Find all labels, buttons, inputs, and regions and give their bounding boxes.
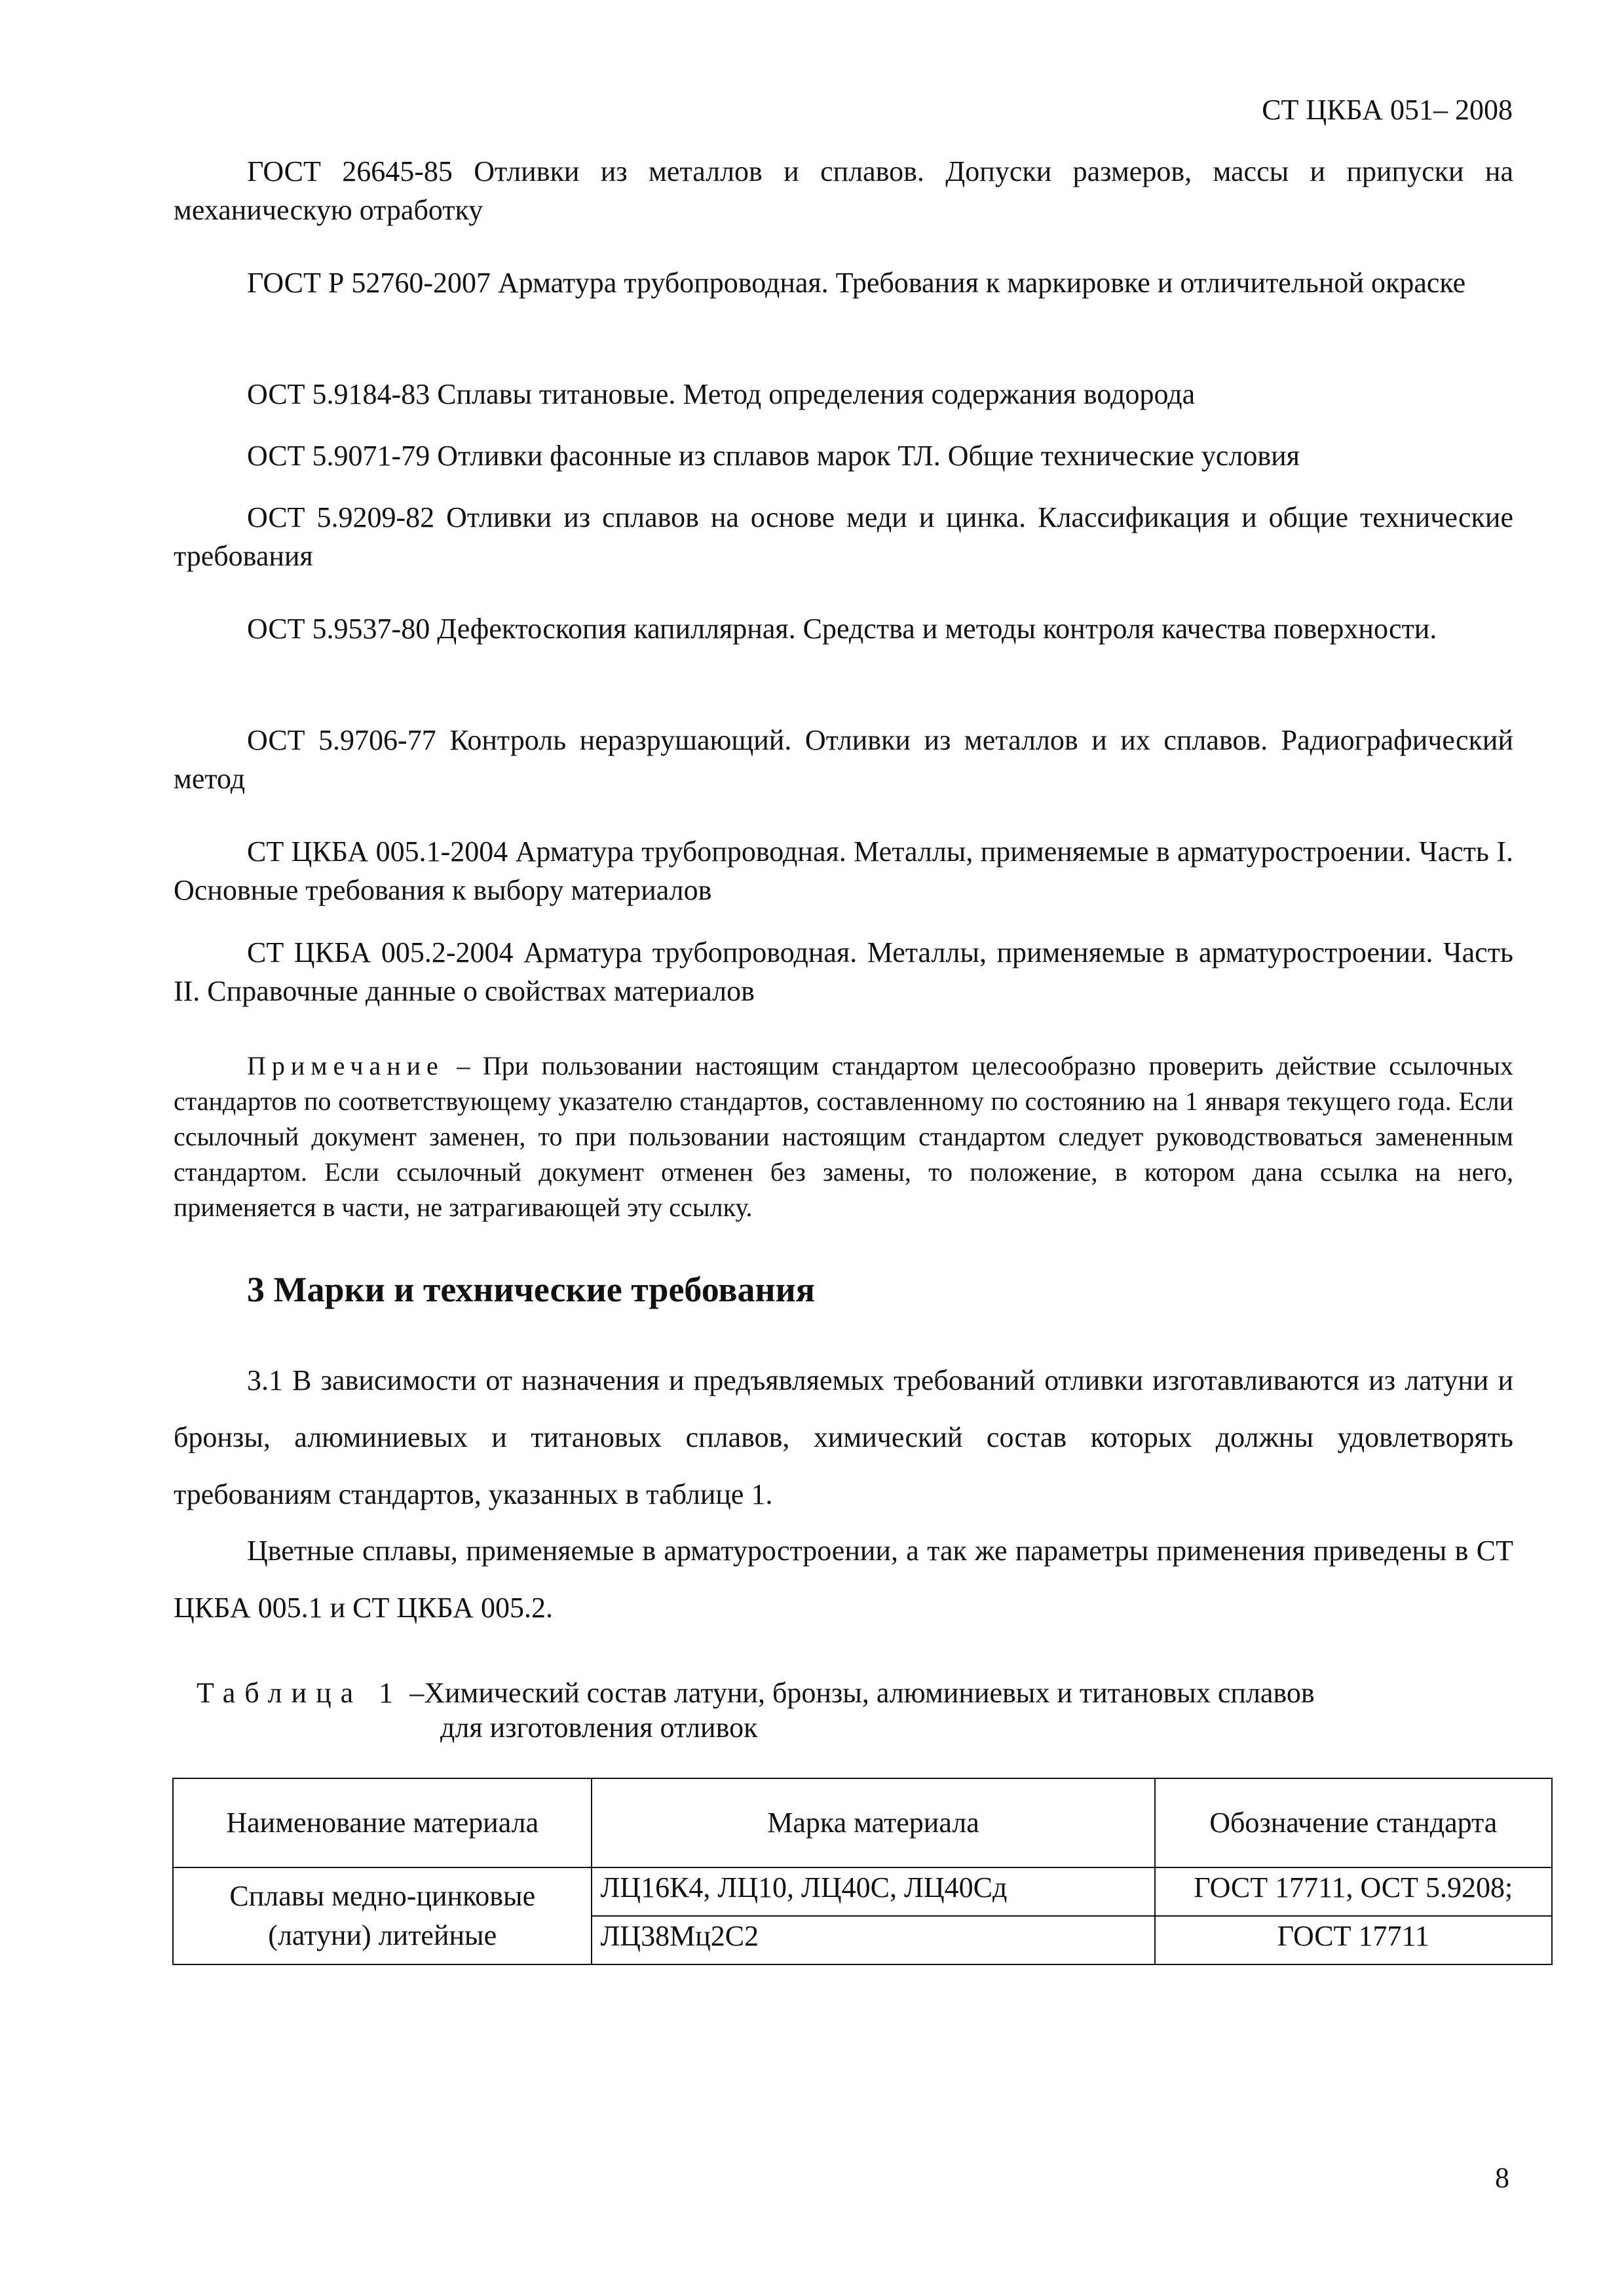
- table-caption-line2: для изготовления отливок: [440, 1712, 758, 1744]
- table-caption-label: Таблица 1: [197, 1677, 403, 1709]
- grade-cell: ЛЦ38Мц2С2: [592, 1916, 1154, 1964]
- grade-cell: ЛЦ16К4, ЛЦ10, ЛЦ40С, ЛЦ40Сд: [592, 1867, 1154, 1916]
- reference-item: ОСТ 5.9537-80 Дефектоскопия капиллярная. Средства и методы контроля качества поверхности.: [247, 613, 1437, 645]
- document-code-header: СТ ЦКБА 051– 2008: [1262, 94, 1513, 126]
- material-group-cell: Сплавы медно-цинковые (латуни) литейные: [173, 1867, 592, 1964]
- table-caption: [197, 1675, 1513, 1744]
- note-text: – При пользовании настоящим стандартом целесообразно проверить действие ссылочных стандартов по соответствующему указателю стандартов, составленному по состоянию на 1 января текущего года. Если ссылочный документ заменен, то при пользовании настоящим стандартом следует руководствоваться замененным стандартом. Если ссылочный документ отменен без замены, то положение, в котором дана ссылка на него, применяется в части, не затрагивающей эту ссылку.: [174, 1051, 1514, 1222]
- header-standard: Обозначение стандарта: [1155, 1778, 1552, 1867]
- reference-item: ОСТ 5.9071-79 Отливки фасонные из сплавов марок ТЛ. Общие технические условия: [247, 440, 1300, 472]
- table-row: [173, 1867, 1552, 1916]
- paragraph-3-1: 3.1 В зависимости от назначения и предъявляемых требований отливки изготавливаются из латуни и бронзы, алюминиевых и титановых сплавов, химический состав которых должны удовлетворять требованиям стандартов, указанных в таблице 1.: [174, 1364, 1513, 1510]
- reference-item: ОСТ 5.9706-77 Контроль неразрушающий. Отливки из металлов и их сплавов. Радиографический метод: [174, 724, 1513, 795]
- reference-item: ГОСТ 26645-85 Отливки из металлов и сплавов. Допуски размеров, массы и припуски на механическую отработку: [174, 155, 1513, 226]
- header-material-name: Наименование материала: [173, 1778, 592, 1867]
- table-caption-text: –Химический состав латуни, бронзы, алюминиевых и титановых сплавов: [409, 1677, 1315, 1709]
- page-number: 8: [1495, 2162, 1509, 2194]
- note-label: Примечание: [247, 1051, 444, 1081]
- standard-cell: ГОСТ 17711: [1155, 1916, 1552, 1964]
- reference-item: СТ ЦКБА 005.2-2004 Арматура трубопроводная. Металлы, применяемые в арматуростроении. Часть II. Справочные данные о свойствах материалов: [174, 936, 1513, 1007]
- table-header-row: [173, 1778, 1552, 1867]
- paragraph-alloys-ref: Цветные сплавы, применяемые в арматуростроении, а так же параметры применения приведены в СТ ЦКБА 005.1 и СТ ЦКБА 005.2.: [174, 1535, 1513, 1624]
- chemical-composition-table: [172, 1778, 1553, 1965]
- references-note: [174, 1048, 1513, 1225]
- header-material-grade: Марка материала: [592, 1778, 1154, 1867]
- section-title: 3 Марки и технические требования: [247, 1270, 815, 1309]
- reference-item: СТ ЦКБА 005.1-2004 Арматура трубопроводная. Металлы, применяемые в арматуростроении. Часть I. Основные требования к выбору материалов: [174, 835, 1513, 906]
- reference-item: ОСТ 5.9184-83 Сплавы титановые. Метод определения содержания водорода: [247, 378, 1196, 410]
- standard-cell: ГОСТ 17711, ОСТ 5.9208;: [1155, 1867, 1552, 1916]
- reference-item: ГОСТ Р 52760-2007 Арматура трубопроводная. Требования к маркировке и отличительной окраске: [247, 267, 1466, 299]
- reference-item: ОСТ 5.9209-82 Отливки из сплавов на основе меди и цинка. Классификация и общие технические требования: [174, 501, 1513, 572]
